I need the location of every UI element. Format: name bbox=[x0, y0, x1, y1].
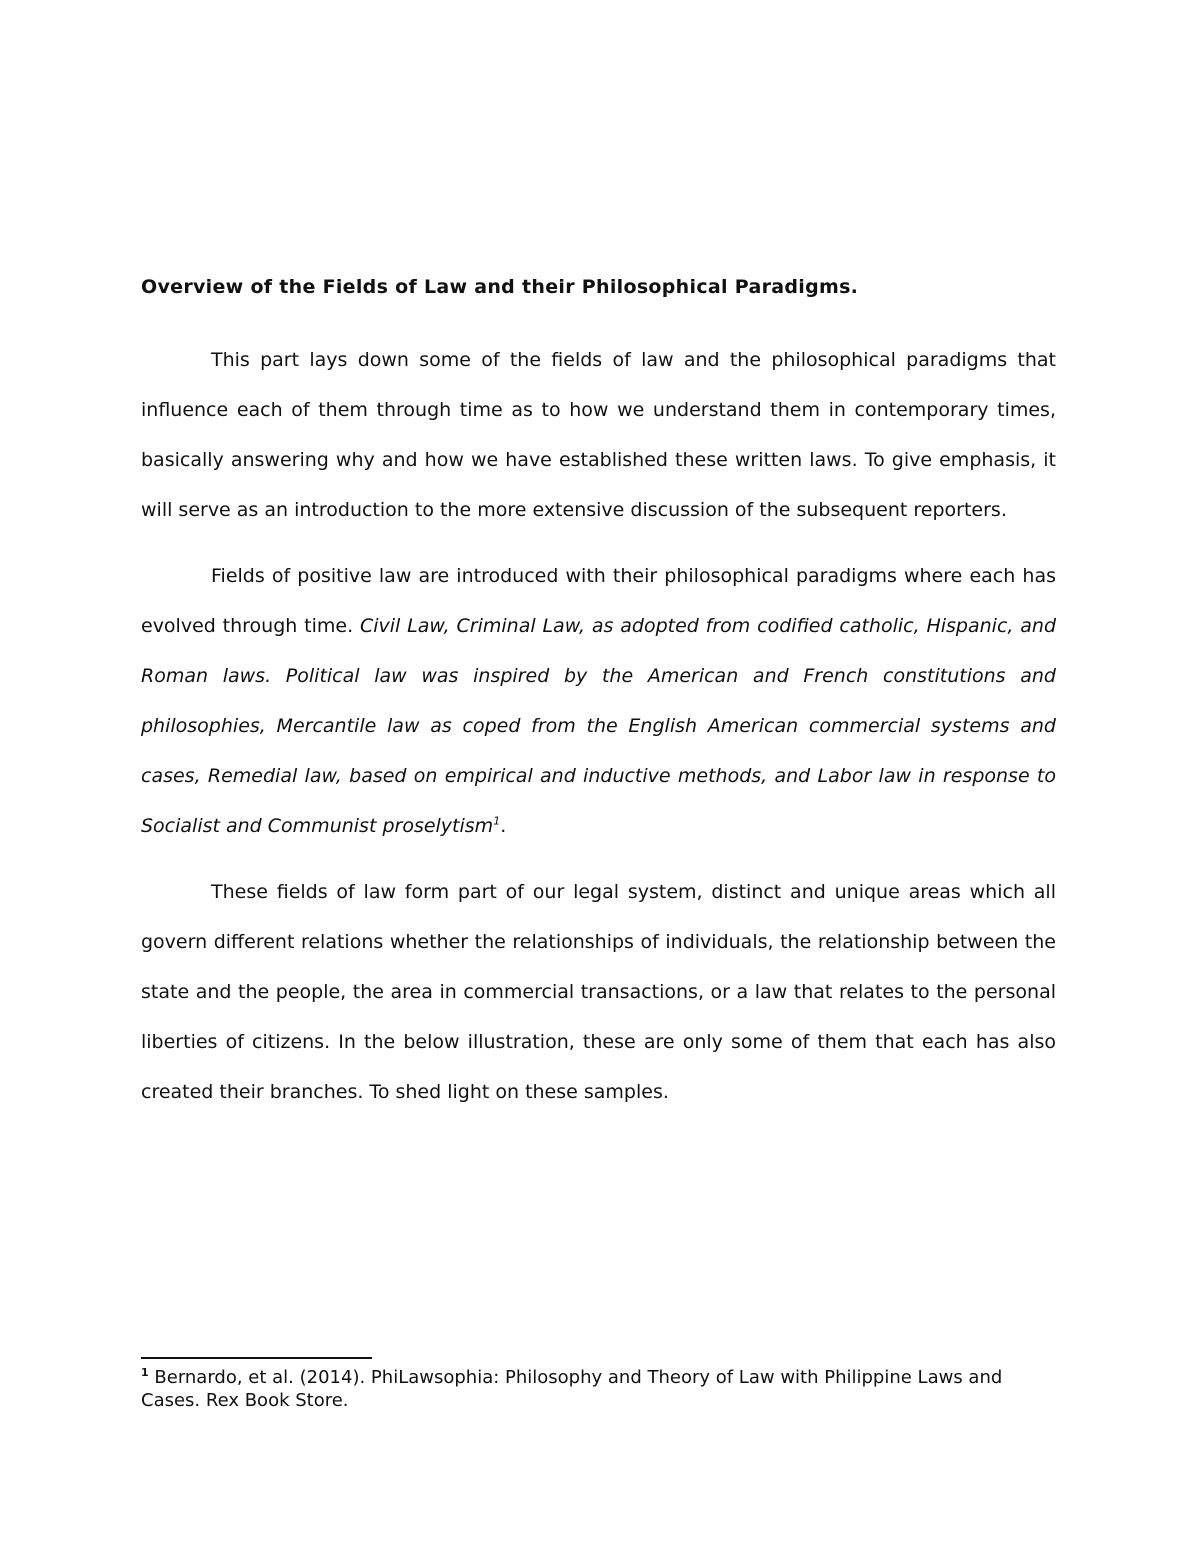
paragraph-fields-of-law bbox=[141, 551, 1056, 851]
footnote-number: 1 bbox=[141, 1366, 149, 1379]
paragraph-intro: This part lays down some of the fields of law and the philosophical paradigms that influence each of them through time as to how we understand them in contemporary times, basically answering why and how we have established these written laws. To give emphasis, it will serve as an introduction to the more extensive discussion of the subsequent reporters. bbox=[141, 349, 1056, 521]
footnote-separator bbox=[141, 1357, 372, 1359]
page-title: Overview of the Fields of Law and their Philosophical Paradigms. bbox=[141, 276, 859, 298]
paragraph-fields-intro: Fields of positive law are introduced with their philosophical paradigms where each has evolved through time. bbox=[141, 565, 1056, 637]
footnote-text: Bernardo, et al. (2014). PhiLawsophia: Philosophy and Theory of Law with Philippine Laws and Cases. Rex Book Store. bbox=[141, 1367, 1003, 1411]
footnote bbox=[141, 1366, 1056, 1412]
paragraph-fields-end: . bbox=[500, 815, 507, 837]
paragraph-fields-italic: Civil Law, Criminal Law, as adopted from codified catholic, Hispanic, and Roman laws. Political law was inspired by the American and French constitutions and philosophies, Mercantile law as coped from the English American commercial systems and cases, Remedial law, based on empirical and inductive methods, and Labor law in response to Socialist and Communist proselytism bbox=[141, 615, 1057, 837]
footnote-reference: 1 bbox=[493, 814, 501, 828]
paragraph-legal-system: These fields of law form part of our legal system, distinct and unique areas which all govern different relations whether the relationships of individuals, the relationship between the state and the people, the area in commercial transactions, or a law that relates to the personal liberties of citizens. In the below illustration, these are only some of them that each has also created their branches. To shed light on these samples. bbox=[141, 881, 1056, 1103]
document-body bbox=[141, 268, 1056, 1133]
